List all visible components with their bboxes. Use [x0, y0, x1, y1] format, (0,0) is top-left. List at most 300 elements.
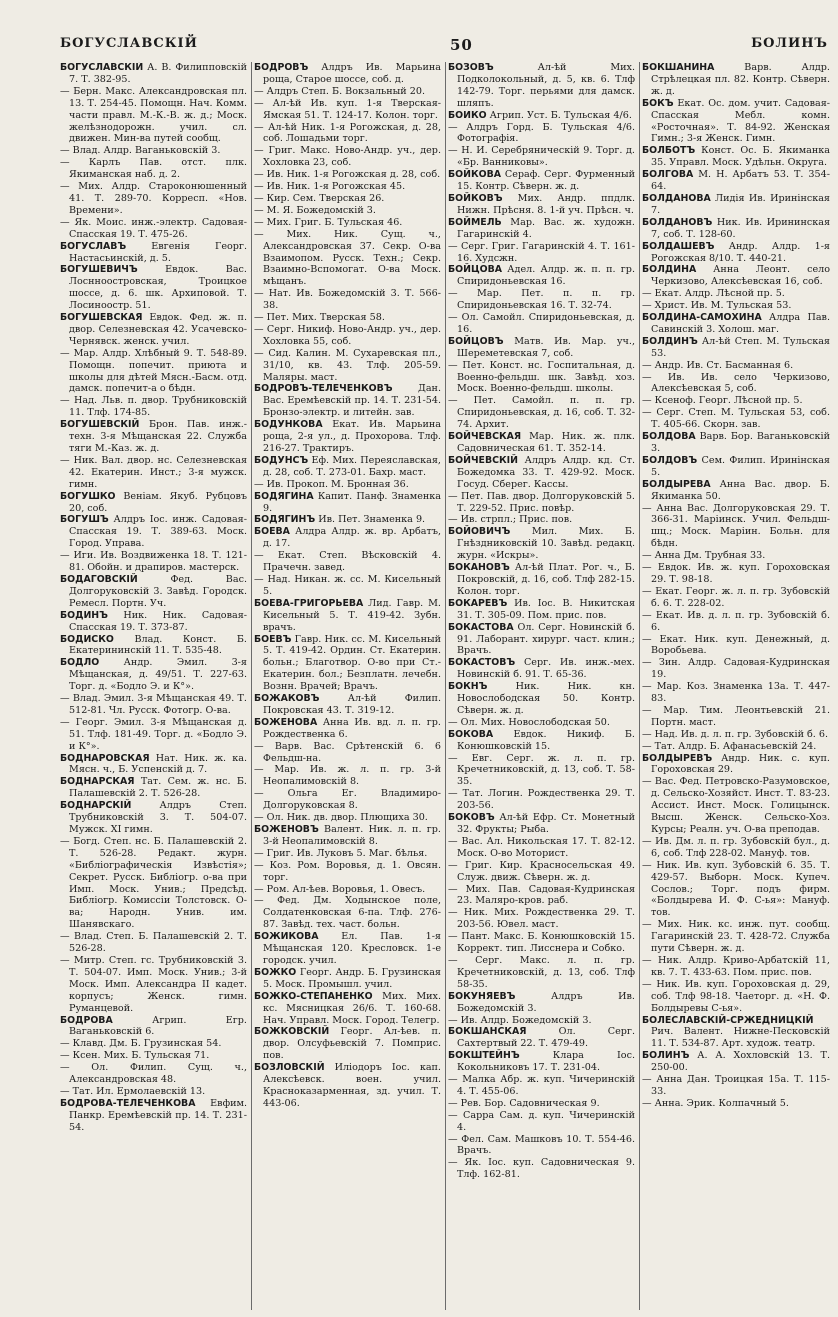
entry-details: Ал-ѣй Плат. Рог. ч., Б. Покровскій, д. 16, соб. Тлф 282-15. Колон. торг. [457, 562, 635, 597]
entry-surname: БОЛДИНА-САМОХИНА [642, 312, 762, 324]
directory-entry [448, 1026, 635, 1050]
entry-details: Анна Вас. двор. Б. Якиманка 50. [651, 478, 830, 502]
entry-surname: БОГУШЪ [60, 514, 109, 526]
entry-details: — Мар. Коз. Знаменка 13а. Т. 447-83. [642, 681, 830, 705]
entry-details: — Мар. Тим. Леонтьевскій 21. Портн. маст. [642, 704, 830, 728]
entry-details: Ал-ѣй Степ. М. Тульская 53. [651, 335, 830, 359]
directory-entry [254, 312, 441, 324]
entry-surname: БОГУШЕВИЧЪ [60, 264, 138, 276]
entry-surname: БОЖКО-СТЕПАНЕНКО [254, 990, 373, 1002]
directory-entry [60, 514, 247, 550]
directory-entry [448, 217, 635, 241]
entry-details: Евдок. Фед. ж. п. двор. Селезневская 42. Усачевско-Чернявск. женск. учил. [69, 312, 247, 347]
entry-details: — Христ. Ив. М. Тульская 53. [642, 300, 792, 312]
directory-entry [642, 586, 830, 610]
entry-surname: БОЙЦОВЪ [448, 335, 504, 347]
entry-details: Агрип. Егр. Ваганьковскій 6. [69, 1014, 247, 1038]
entry-surname: БОДНАРОВСКАЯ [60, 752, 150, 764]
entry-details: — Мар. Алдр. Хлѣбный 9. Т. 548-89. Помощн. попечит. приюта и школы для дѣтей Мясн.-Басм. отд. дамск. попечит-а о бѣдн. [60, 347, 247, 395]
entry-details: Варв. Бор. Ваганьковскій 3. [651, 431, 830, 454]
entry-details: Ник. Ник. Садовая-Спасская 19. Т. 373-87. [69, 609, 247, 633]
directory-entry [254, 1062, 441, 1110]
directory-entry [254, 848, 441, 860]
directory-entry [60, 157, 247, 181]
page-number: 50 [450, 36, 473, 54]
column-3 [446, 62, 640, 1310]
entry-surname: БОЛДОВА [642, 431, 696, 443]
directory-entry [254, 717, 441, 741]
entry-details: — Иги. Ив. Воздвиженка 18. Т. 121-81. Обойн. и драпиров. мастерск. [60, 550, 247, 574]
directory-entry [60, 264, 247, 312]
directory-entry [448, 657, 635, 681]
entry-details: — Анна Дм. Трубная 33. [642, 550, 766, 562]
entry-details: Алдръ Степ. Трубниковскій 3. Т. 504-07. Мужск. XI гимн. [69, 800, 247, 835]
directory-entry [642, 1050, 830, 1074]
directory-entry [60, 931, 247, 955]
entry-details: Мар. Вас. ж. художн. Гагаринскій 4. [457, 216, 635, 240]
entry-surname: БОКШТЕЙНЪ [448, 1050, 520, 1062]
entry-details: Алдръ Алдр. кд. Ст. Божедомка 33. Т. 429-92. Моск. Госуд. Сберег. Кассы. [457, 454, 635, 490]
entry-details: Сем. Филип. Иринінская 5. [651, 454, 830, 478]
entry-details: А. В. Филипповскій 7. Т. 382-95. [69, 62, 247, 85]
entry-details: — Ив. Алдр. Божедомскій 3. [448, 1014, 592, 1026]
directory-entry [642, 753, 830, 777]
directory-entry [254, 491, 441, 515]
directory-entry [448, 288, 635, 312]
entry-details: — Над. Льв. п. двор. Трубниковскій 11. Тлф. 174-85. [60, 395, 247, 419]
running-head-right: БОЛИНЪ [751, 36, 828, 51]
directory-entry [254, 598, 441, 634]
directory-entry [642, 360, 830, 372]
entry-details: — Евг. Серг. ж. л. п. гр. Кречетниковскій, д. 13, соб. Т. 58-35. [448, 752, 635, 788]
entry-details: Иліодоръ Іос. кап. Алексѣевск. воен. учил. Красноказарменная, зд. учил. Т. 443-06. [263, 1062, 441, 1109]
entry-details: — Серг. Степ. М. Тульская 53, соб. Т. 405-66. Скорн. зав. [642, 407, 830, 431]
entry-details: — Ал-ѣй Ив. куп. 1-я Тверская-Ямская 51. Т. 124-17. Колон. торг. [254, 97, 441, 121]
directory-entry [448, 491, 635, 515]
entry-details: Влад. Конст. Б. Екатерининскій 11. Т. 535-48. [69, 633, 247, 657]
entry-details: Тат. Сем. ж. нс. Б. Палашевскій 2. Т. 526-28. [69, 776, 247, 800]
entry-details: — Клавд. Дм. Б. Грузинская 54. [60, 1038, 222, 1050]
directory-entry [60, 1015, 247, 1039]
entry-surname: БОЙЧЕВСКІЙ [448, 454, 518, 466]
directory-entry [448, 312, 635, 336]
entry-details: Мих. Мих. кс. Мясницкая 26/6. Т. 160-68. Нач. Управл. Моск. Город. Телегр. [263, 990, 441, 1026]
directory-entry [642, 955, 830, 979]
column-4 [640, 62, 834, 1310]
entry-details: — Ник. Ив. куп. Зубовскій 6. 35. Т. 429-57. Выборн. Моск. Купеч. Сослов.; Торг. подъ фирм. «Болдырева И. Ф. С-ья»: Мануф. тов. [642, 859, 830, 919]
entry-details: — Ив. Ив. село Черкизово, Алексѣевская 5, соб. [642, 371, 830, 395]
entry-details: — Митр. Степ. гс. Трубниковскій 3. Т. 504-07. Имп. Моск. Унив.; 3-й Моск. Имп. Александра II кадет. корпусъ; Женск. гимн. Руманцевой. [60, 954, 247, 1014]
directory-entry [60, 1050, 247, 1062]
directory-entry [254, 217, 441, 229]
entry-surname: БОДРОВЪ-ТЕЛЕЧЕНКОВЪ [254, 383, 393, 395]
directory-entry [642, 550, 830, 562]
entry-details: Алдра Пав. Савинскій 3. Холош. маг. [651, 312, 830, 335]
entry-details: Ив. Іос. В. Никитская 31. Т. 305-09. Пом. прис. пов. [457, 597, 635, 621]
entry-details: — Екат. Степ. Вѣсковскій 4. Прачечн. завед. [254, 550, 441, 574]
directory-entry [254, 205, 441, 217]
directory-entry [60, 62, 247, 86]
entry-details: — Тат. Ил. Ермолаевскій 13. [60, 1085, 206, 1097]
directory-entry [60, 1086, 247, 1098]
entry-details: М. Н. Арбатъ 53. Т. 354-64. [651, 169, 830, 193]
directory-entry [448, 1074, 635, 1098]
directory-entry [60, 241, 247, 265]
entry-surname: БОКЪ [642, 97, 674, 109]
entry-details: — Влад. Эмил. 3-я Мѣщанская 49. Т. 512-81. Чл. Русск. Фотогр. О-ва. [60, 693, 247, 716]
directory-entry [254, 860, 441, 884]
entry-surname: БОЛДИНЪ [642, 335, 698, 347]
entry-details: — Екат. Ив. д. л. п. гр. Зубовскій б. 6. [642, 609, 830, 633]
directory-entry [448, 526, 635, 562]
entry-details: — Над. Никан. ж. сс. М. Кисельный 5. [254, 573, 441, 597]
entry-details: — Андр. Ив. Ст. Басманная 6. [642, 359, 794, 371]
entry-details: — Зин. Алдр. Садовая-Кудринская 19. [642, 657, 830, 681]
entry-details: Агрип. Уст. Б. Тульская 4/6. [489, 109, 632, 121]
directory-entry [448, 1110, 635, 1134]
directory-entry [448, 812, 635, 836]
entry-details: — Коз. Ром. Воровья, д. 1. Овсян. торг. [254, 859, 441, 883]
entry-surname: БОЕВЪ [254, 633, 292, 645]
directory-entry [448, 241, 635, 265]
directory-entry [448, 729, 635, 753]
directory-entry [60, 181, 247, 217]
directory-entry [642, 836, 830, 860]
directory-entry [254, 693, 441, 717]
entry-details: — Ол. Мих. Новослободская 50. [448, 716, 610, 728]
directory-entry [60, 312, 247, 348]
entry-details: — Серг. Никиф. Ново-Андр. уч., дер. Хохловка 55, соб. [254, 323, 441, 347]
directory-entry [254, 634, 441, 694]
entry-surname: БОЛДИНА [642, 264, 697, 276]
directory-entry [60, 395, 247, 419]
entry-surname: БОДЯГИНЪ [254, 514, 316, 526]
directory-entry [642, 681, 830, 705]
entry-details: — Берн. Макс. Александровская пл. 13. Т. 254-45. Помощн. Нач. Комм. части правл. М.-К.-В. ж. д.; Моск. желѣзнодорожн. учил. сл. движен. Мин-ва путей сообщ. [60, 85, 247, 145]
entry-details: — Тат. Алдр. Б. Афанасьевскій 24. [642, 740, 817, 752]
entry-details: — Ксеноф. Георг. Лѣсной пр. 5. [642, 395, 803, 407]
entry-surname: БОЛЕСЛАВСКІЙ-СРЖЕДНИЦКІЙ [642, 1014, 814, 1026]
entry-surname: БОКУНЯЕВЪ [448, 990, 516, 1002]
directory-entry [448, 884, 635, 908]
entry-details: Андр. Алдр. 1-я Рогожская 8/10. Т. 440-21. [651, 240, 830, 264]
directory-entry [254, 98, 441, 122]
directory-entry [642, 860, 830, 920]
entry-surname: БОЛДЫРЕВЪ [642, 752, 713, 764]
entry-details: — Мар. Ив. ж. л. п. гр. 3-й Неопалимовскій 8. [254, 764, 441, 788]
entry-details: — Ол. Самойл. Спиридоньевская, д. 16. [448, 312, 635, 335]
entry-details: — Ол. Филип. Сущ. ч., Александровская 48. [60, 1062, 247, 1086]
entry-surname: БОКНЪ [448, 681, 488, 693]
entry-surname: БОЙМЕЛЬ [448, 216, 502, 228]
entry-surname: БОЛДАШЕВЪ [642, 240, 715, 252]
entry-details: Анна Леонт. село Черкизово, Алексѣевская 16, соб. [651, 264, 830, 288]
entry-details: — Н. И. Серебряническій 9. Торг. д. «Бр. Ванниковы». [448, 145, 635, 169]
entry-details: — Григ. Кир. Красносельская 49. Служ. движ. Сѣверн. ж. д. [448, 859, 635, 883]
directory-entry [642, 455, 830, 479]
entry-surname: БОГУСЛАВСКІЙ [60, 62, 144, 73]
directory-entry [642, 657, 830, 681]
entry-details: — Ник. Ив. куп. Гороховская д. 29, соб. Тлф 98-18. Чаеторг. д. «Н. Ф. Болдыревы С-ья». [642, 978, 830, 1014]
entry-details: — Над. Ив. д. л. п. гр. Зубовскій б. 6. [642, 728, 829, 740]
directory-entry [642, 288, 830, 300]
entry-details: Мар. Ник. ж. плк. Садовническая 61. Т. 352-14. [457, 431, 635, 454]
directory-entry [60, 717, 247, 753]
directory-entry [642, 193, 830, 217]
entry-details: Сераф. Серг. Фурменный 15. Контр. Сѣверн. ж. д. [457, 169, 635, 193]
entry-surname: БОЛДАНОВА [642, 192, 711, 204]
directory-entry [448, 681, 635, 717]
entry-details: — Мар. Пет. п. п. гр. Спиридоньевская 16. Т. 32-74. [448, 288, 635, 312]
directory-entry [642, 336, 830, 360]
directory-entry [448, 907, 635, 931]
directory-entry [60, 776, 247, 800]
directory-entry [60, 800, 247, 836]
directory-entry [60, 1098, 247, 1134]
directory-entry [642, 634, 830, 658]
entry-details: — Серг. Григ. Гагаринскій 4. Т. 161-16. Худсжн. [448, 240, 635, 264]
directory-entry [254, 181, 441, 193]
entry-details: — Мих. Пав. Садовая-Кудринская 23. Маляро-кров. раб. [448, 883, 635, 907]
directory-entry [60, 86, 247, 146]
entry-details: — Пет. Пав. двор. Долгоруковскій 5. Т. 229-52. Прис. повѣр. [448, 490, 635, 514]
directory-entry [254, 62, 441, 86]
entry-surname: БОКАСТОВЪ [448, 657, 516, 669]
directory-entry [642, 1098, 830, 1110]
entry-details: — Екат. Ник. куп. Денежный, д. Воробьева. [642, 633, 830, 657]
entry-details: — Евдок. Ив. ж. куп. Гороховская 29. Т. 98-18. [642, 562, 830, 585]
entry-details: Ол. Серг. Сахтертвый 22. Т. 479-49. [457, 1026, 635, 1050]
entry-details: — Алдръ Горд. Б. Тульская 4/6. Фотографія. [448, 121, 635, 145]
entry-details: — Анна Дан. Троицкая 15а. Т. 115-33. [642, 1074, 830, 1097]
entry-surname: БОГУШЕВСКІЙ [60, 419, 140, 431]
directory-entry [254, 788, 441, 812]
entry-details: Алдра Алдр. ж. вр. Арбатъ, д. 17. [263, 526, 441, 550]
entry-details: Ник. Ник. кн. Новослободская 50. Контр. Сѣверн. ж. д. [457, 681, 635, 716]
directory-entry [448, 955, 635, 991]
entry-details: — Як. Іос. куп. Садовническая 9. Тлф. 162-81. [448, 1157, 635, 1181]
entry-surname: БОЛДЫРЕВА [642, 478, 711, 490]
entry-details: — Малка Абр. ж. куп. Чичеринскій 4. Т. 455-06. [448, 1074, 635, 1097]
running-head-left: БОГУСЛАВСКІЙ [60, 36, 198, 51]
entry-surname: БОЙКОВЪ [448, 192, 503, 204]
directory-entry [254, 348, 441, 384]
directory-entry [254, 455, 441, 479]
directory-entry [448, 395, 635, 431]
page-header [60, 36, 828, 58]
entry-details: — Фел. Сам. Машковъ 10. Т. 554-46. Врачъ. [448, 1133, 635, 1157]
directory-entry [254, 1026, 441, 1062]
directory-entry [448, 753, 635, 789]
entry-details: Матв. Ив. Мар. уч., Шереметевская 7, соб. [457, 335, 635, 359]
entry-details: Еф. Мих. Переяславская, д. 28, соб. Т. 273-01. Бахр. маст. [263, 454, 441, 478]
entry-details: Веніам. Якуб. Рубцовъ 20, соб. [69, 490, 247, 514]
entry-surname: БОДУНКОВА [254, 419, 323, 431]
entry-details: — Георг. Эмил. 3-я Мѣщанская д. 51. Тлф. 181-49. Торг. д. «Бодло Э. и К°». [60, 716, 247, 752]
entry-details: Рич. Валент. Нижне-Песковскій 11. Т. 534-87. Арт. худож. театр. [651, 1026, 830, 1050]
directory-entry [642, 372, 830, 396]
entry-details: Ив. Пет. Знаменка 9. [318, 514, 426, 526]
entry-details: — Мих. Ник. Сущ. ч., Александровская 37. Секр. О-ва Взаимопом. Русск. Техн.; Секр. Взаимно-Вспомогат. О-ва Моск. мѣщанъ. [254, 228, 441, 288]
directory-entry [642, 610, 830, 634]
directory-entry [60, 348, 247, 396]
directory-entry [448, 1015, 635, 1027]
entry-surname: БОЖКОВСКІЙ [254, 1026, 330, 1038]
entry-surname: БОЖКО [254, 966, 297, 978]
directory-entry [448, 336, 635, 360]
entry-details: Евдок. Вас. Лоснноостровская, Троицкое шоссе, д. 6. шк. Архиповой. Т. Лосиноостр. 51. [69, 264, 247, 312]
directory-entry [448, 991, 635, 1015]
directory-entry [448, 1050, 635, 1074]
entry-details: — Ив. Прокоп. М. Бронная 36. [254, 478, 409, 490]
entry-details: — Ксен. Мих. Б. Тульская 71. [60, 1050, 210, 1062]
entry-details: — Влад. Степ. Б. Палашевскій 2. Т. 526-28. [60, 931, 247, 955]
entry-details: — Сид. Калин. М. Сухаревская пл., 31/10, кв. 43. Тлф. 205-59. Маляры. маст. [254, 347, 441, 383]
directory-entry [254, 967, 441, 991]
directory-entry [642, 169, 830, 193]
directory-entry [448, 598, 635, 622]
entry-details: Андр. Эмил. 3-я Мѣщанская, д. 49/51. Т. 227-63. Торг. д. «Бодло Э. и К°». [69, 657, 247, 693]
entry-surname: БОКАРЕВЪ [448, 597, 508, 609]
directory-entry [642, 98, 830, 146]
entry-surname: БОИКО [448, 109, 487, 121]
entry-details: — Ив. стрпл.; Прис. пов. [448, 514, 573, 526]
directory-entry [254, 514, 441, 526]
entry-details: — Ник. Мих. Рождественка 29. Т. 203-56. Ювел. маст. [448, 907, 635, 931]
entry-surname: БОКАСТОВА [448, 621, 514, 633]
directory-entry [448, 717, 635, 729]
entry-surname: БОГУШЕВСКАЯ [60, 312, 143, 324]
directory-entry [448, 788, 635, 812]
entry-details: — Вас. Ал. Никольская 17. Т. 82-12. Моск. О-во Моторист. [448, 835, 635, 859]
entry-details: — Пет. Конст. нс. Госпитальная, д. Военно-фельдш. шк. Завѣд. хоз. Моск. Военно-фельдш. школы. [448, 359, 635, 395]
directory-columns [58, 62, 834, 1310]
entry-surname: БОДЯГИНА [254, 490, 314, 502]
entry-details: Валент. Ник. л. п. гр. 3-й Неопалимовскій 8. [263, 824, 441, 847]
entry-details: Ол. Серг. Новинскій б. 91. Лаборант. хирург. част. клин.; Врачъ. [457, 621, 635, 657]
entry-details: — Ал-ѣй Ник. 1-я Рогожская, д. 28, соб. Лошадьми торг. [254, 121, 441, 145]
entry-details: — Алдръ Степ. Б. Вокзальный 20. [254, 85, 425, 97]
directory-entry [60, 455, 247, 491]
entry-details: — Пет. Мих. Тверская 58. [254, 312, 385, 324]
entry-details: — Влад. Алдр. Ваганьковскій 3. [60, 145, 221, 157]
entry-surname: БОЖАКОВЪ [254, 693, 320, 705]
entry-surname: БОКОВА [448, 728, 494, 740]
entry-details: — Екат. Алдр. Лѣсной пр. 5. [642, 288, 785, 300]
entry-details: Екат. Ив. Марьина роща, 2-я ул., д. Прохорова. Тлф. 216-27. Трактиръ. [263, 419, 441, 454]
entry-details: Клара Іос. Кокольниковъ 17. Т. 231-04. [457, 1050, 635, 1074]
directory-entry [254, 193, 441, 205]
directory-entry [60, 574, 247, 610]
directory-entry [642, 919, 830, 955]
directory-entry [60, 753, 247, 777]
directory-entry [254, 812, 441, 824]
entry-details: — Серг. Макс. л. п. гр. Кречетниковскій, д. 13, соб. Тлф 58-35. [448, 954, 635, 990]
directory-entry [448, 514, 635, 526]
entry-details: — Ник. Вал. двор. нс. Селезневская 42. Екатерин. Инст.; 3-я мужск. гимн. [60, 454, 247, 490]
directory-entry [254, 550, 441, 574]
directory-entry [254, 229, 441, 289]
directory-entry [642, 562, 830, 586]
directory-entry [254, 383, 441, 419]
directory-entry [254, 884, 441, 896]
directory-entry [254, 764, 441, 788]
directory-entry [60, 550, 247, 574]
directory-entry [642, 264, 830, 288]
entry-details: Алдръ Іос. инж. Садовая-Спасская 19. Т. 389-63. Моск. Город. Управа. [69, 514, 247, 550]
directory-entry [448, 62, 635, 110]
directory-entry [642, 729, 830, 741]
directory-entry [448, 931, 635, 955]
column-2 [252, 62, 446, 1310]
entry-details: — Анна Вас. Долгоруковская 29. Т. 366-31. Маріинск. Учил. Фельдш-шц.; Моск. Маріин. Больн. для бѣдн. [642, 502, 830, 550]
entry-details: — Нат. Ив. Божедомскій 3. Т. 566-38. [254, 288, 441, 312]
entry-details: Мил. Мих. Б. Гнѣздниковскій 10. Завѣд. редакц. журн. «Искры». [457, 526, 635, 562]
directory-entry [642, 741, 830, 753]
entry-surname: БОГУШКО [60, 490, 116, 502]
entry-surname: БОЛИНЪ [642, 1050, 690, 1062]
entry-details: Андр. Ник. с. куп. Гороховская 29. [651, 752, 830, 776]
directory-entry [448, 455, 635, 491]
directory-entry [448, 145, 635, 169]
directory-entry [642, 1015, 830, 1051]
directory-entry [642, 503, 830, 551]
directory-entry [254, 824, 441, 848]
entry-details: А. А. Хохловскій 13. Т. 250-00. [651, 1050, 830, 1074]
entry-details: — Рев. Бор. Садовническая 9. [448, 1097, 600, 1109]
directory-entry [642, 300, 830, 312]
entry-details: — Вас. Фед. Петровско-Разумовское, д. Сельско-Хозяйст. Инст. Т. 83-23. Ассист. Инст. Моск. Голицынск. Высш. Женск. Сельско-Хоз. Курсы; Реалн. уч. О-ва преподав. [642, 776, 830, 835]
directory-entry [60, 610, 247, 634]
entry-details: — Григ. Макс. Ново-Андр. уч., дер. Хохловка 23, соб. [254, 145, 441, 169]
entry-details: — Мих. Ник. кс. инж. пут. сообщ. Гагаринскій 23. Т. 428-72. Служба пути Сѣверн. ж. д. [642, 919, 830, 955]
entry-details: — Фед. Дм. Ходынское поле, Солдатенковская 6-па. Тлф. 276-87. Завѣд. тех. част. больн. [254, 895, 441, 931]
entry-surname: БОКШАНИНА [642, 62, 715, 73]
entry-details: Лид. Гавр. М. Кисельный 5. Т. 419-42. Зубн. врачъ. [263, 597, 441, 633]
directory-entry [60, 491, 247, 515]
entry-surname: БОЛДАНОВЪ [642, 216, 713, 228]
directory-entry [60, 1062, 247, 1086]
entry-surname: БОДРОВА-ТЕЛЕЧЕНКОВА [60, 1097, 196, 1109]
entry-surname: БОЖИКОВА [254, 931, 319, 943]
directory-entry [448, 193, 635, 217]
entry-details: Ал-ѣй Филип. Покровская 43. Т. 319-12. [263, 693, 441, 716]
entry-surname: БОДНАРСКАЯ [60, 776, 135, 788]
entry-details: — Богд. Степ. нс. Б. Палашевскій 2. Т. 526-28. Редакт. журн. «Библіографическія Извѣстія»; Секрет. Русск. Библіогр. о-ва при Имп. Моск. Унив.; Предсѣд. Библіогр. Комиссіи Толстовск. О-ва; Народн. Унив. им. Шанявскаго. [60, 835, 247, 931]
entry-details: Георг. Ал-ѣев. п. двор. Олсуфьевскій 7. Помприс. пов. [263, 1026, 441, 1062]
entry-surname: БОЛГОВА [642, 169, 694, 181]
entry-details: — Ив. Дм. л. п. гр. Зубовскій бул., д. 6, соб. Тлф 228-02. Мануф. тов. [642, 835, 830, 859]
entry-details: — Ив. Ник. 1-я Рогожская д. 28, соб. [254, 169, 441, 181]
directory-entry [448, 1098, 635, 1110]
directory-entry [254, 895, 441, 931]
directory-entry [642, 479, 830, 503]
entry-details: Фед. Вас. Долгоруковскій 3. Завѣд. Городск. Ремесл. Портн. Уч. [69, 573, 247, 609]
directory-entry [448, 264, 635, 288]
directory-entry [254, 169, 441, 181]
directory-entry [642, 217, 830, 241]
entry-details: — Карлъ Пав. отст. плк. Якиманская наб. д. 2. [60, 157, 247, 181]
entry-surname: БОДИНЪ [60, 609, 108, 621]
entry-surname: БОЕВА-ГРИГОРЬЕВА [254, 597, 364, 609]
entry-details: Лидія Ив. Иринінская 7. [651, 192, 830, 216]
entry-details: — Мих. Григ. Б. Тульская 46. [254, 216, 403, 228]
entry-details: Анна Ив. вд. л. п. гр. Рождественка 6. [263, 716, 441, 740]
entry-details: Евфим. Панкр. Еремѣевскій пр. 14. Т. 231-54. [69, 1097, 247, 1133]
entry-surname: БОЗЛОВСКІЙ [254, 1062, 325, 1074]
entry-surname: БОЛБОТЪ [642, 145, 696, 157]
directory-entry [60, 145, 247, 157]
